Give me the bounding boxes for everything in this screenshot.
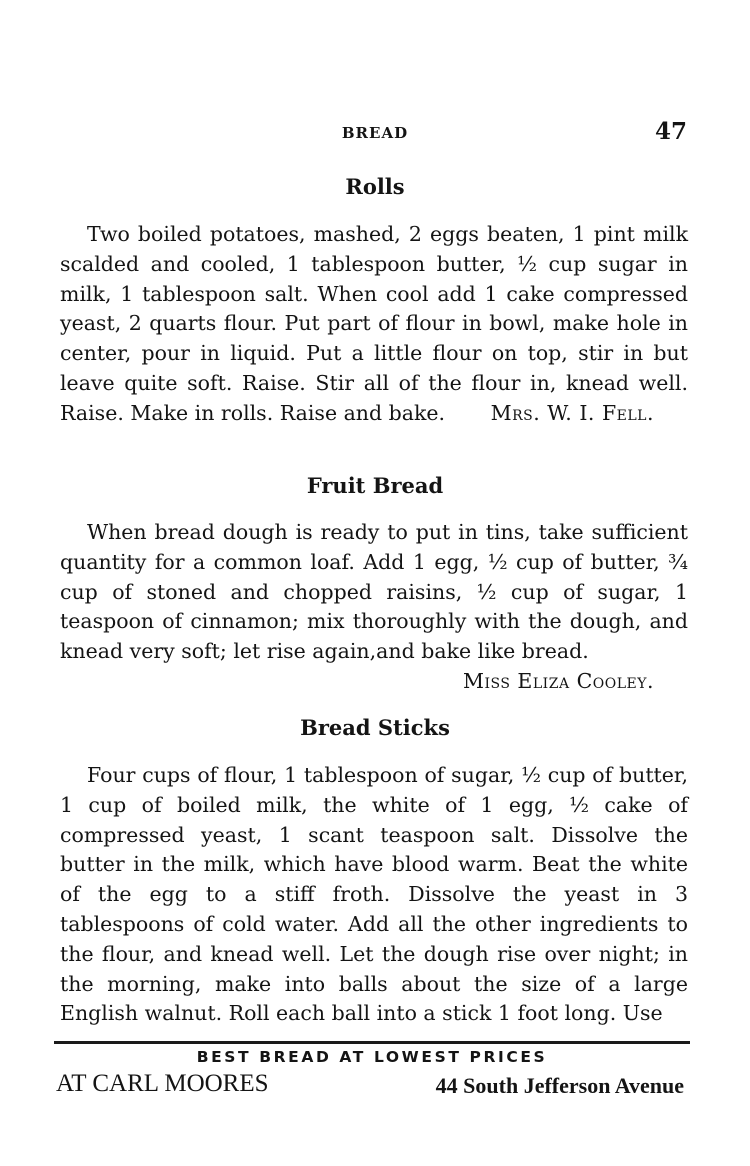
recipe-body-rolls [60, 220, 688, 429]
footer-rule [54, 1041, 690, 1044]
attribution-rolls: Mrs. W. I. Fell. [490, 400, 654, 425]
recipe-body-bread-sticks [60, 761, 688, 1029]
footer-address: 44 South Jefferson Avenue [435, 1073, 684, 1098]
recipe-body-fruit-bread [60, 518, 688, 697]
footer-store-name: AT CARL MOORES [56, 1070, 269, 1097]
recipe-title-fruit-bread: Fruit Bread [306, 473, 444, 498]
footer-slogan: BEST BREAD AT LOWEST PRICES [196, 1048, 548, 1066]
footer-advert [56, 1070, 684, 1102]
recipe-text-bread-sticks: Four cups of flour, 1 tablespoon of sugar, ½ cup of butter, 1 cup of boiled milk, the white of 1 egg, ½ cake of compressed yeast, 1 scant teaspoon salt. Dissolve the butter in the milk, which have blood warm. Beat the white of the egg to a stiff froth. Dissolve the yeast in 3 tablespoons of cold water. Add all the other ingredients to the flour, and knead well. Let the dough rise over night; in the morning, make into balls about the size of a large English walnut. Roll each ball into a stick 1 foot long. Use [60, 763, 688, 1026]
running-head [60, 118, 690, 146]
recipe-text-fruit-bread: When bread dough is ready to put in tins, take sufficient quantity for a common loaf. Add 1 egg, ½ cup of butter, ¾ cup of stoned and chopped raisins, ½ cup of sugar, 1 teaspoon of cinnamon; mix thoroughly with the dough, and knead very soft; let rise again,and bake like bread. [60, 520, 688, 664]
attribution-fruit-bread: Miss Eliza Cooley. [462, 668, 654, 693]
recipe-title-bread-sticks: Bread Sticks [300, 715, 450, 740]
recipe-title-rolls: Rolls [345, 174, 405, 199]
page-number: 47 [654, 118, 687, 145]
running-title: BREAD [341, 124, 409, 142]
recipe-text-rolls: Two boiled potatoes, mashed, 2 eggs beaten, 1 pint milk scalded and cooled, 1 tablespoon butter, ½ cup sugar in milk, 1 tablespoon salt. When cool add 1 cake compressed yeast, 2 quarts flour. Put part of flour in bowl, make hole in center, pour in liquid. Put a little flour on top, stir in but leave quite soft. Raise. Stir all of the flour in, knead well. Raise. Make in rolls. Raise and bake. [60, 222, 688, 425]
